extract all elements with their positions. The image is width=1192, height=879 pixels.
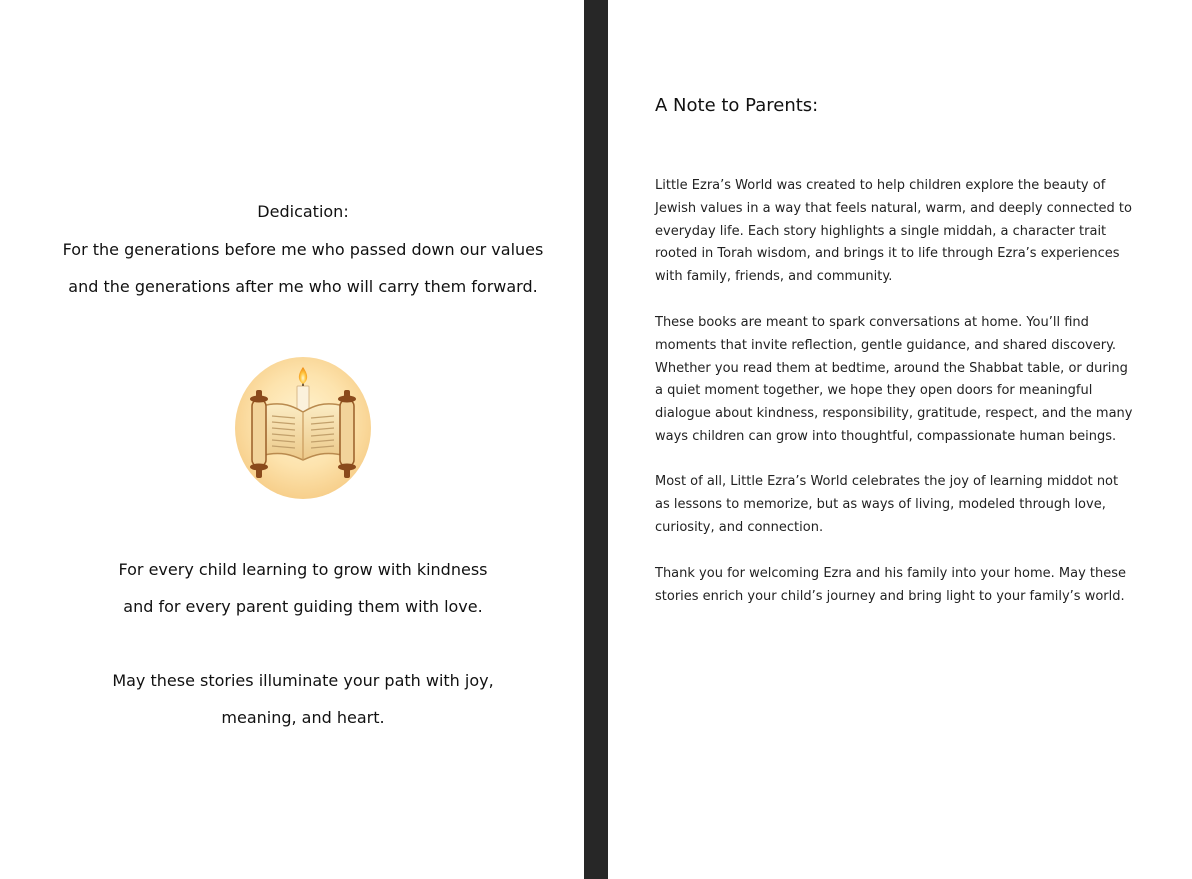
note-line: Whether you read them at bedtime, around the Shabbat table, or during [655, 360, 1128, 376]
note-line: Little Ezra’s World was created to help children explore the beauty of [655, 178, 1106, 193]
dedication-line-1: For the generations before me who passed down our values [62, 240, 544, 259]
note-line: everyday life. Each story highlights a single middah, a character trait [655, 223, 1107, 239]
torah-scroll-candle-icon [234, 356, 372, 500]
note-paragraph-3 [655, 471, 1135, 539]
note-line: stories enrich your child’s journey and bring light to your family’s world. [655, 588, 1125, 604]
note-paragraph-2 [655, 312, 1135, 449]
right-page [608, 0, 1192, 879]
page-gutter [584, 0, 608, 879]
child-line-2: and for every parent guiding them with love. [123, 597, 483, 616]
note-line: These books are meant to spark conversations at home. You’ll find [655, 315, 1089, 330]
note-line: rooted in Torah wisdom, and brings it to life through Ezra’s experiences [655, 246, 1120, 262]
note-line: as lessons to memorize, but as ways of living, modeled through love, [655, 496, 1106, 512]
note-line: curiosity, and connection. [655, 519, 824, 535]
note-line: with family, friends, and community. [655, 269, 893, 285]
note-line: a quiet moment together, we hope they open doors for meaningful [655, 383, 1093, 399]
dedication-line-2: and the generations after me who will carry them forward. [68, 277, 538, 296]
child-line-1: For every child learning to grow with kindness [118, 560, 488, 579]
note-paragraph-4 [655, 563, 1135, 609]
note-line: dialogue about kindness, responsibility, gratitude, respect, and the many [655, 406, 1133, 422]
note-line: Thank you for welcoming Ezra and his family into your home. May these [655, 566, 1127, 581]
note-line: Jewish values in a way that feels natural, warm, and deeply connected to [655, 200, 1132, 216]
note-line: ways children can grow into thoughtful, compassionate human beings. [655, 428, 1117, 444]
note-line: moments that invite reflection, gentle guidance, and shared discovery. [655, 337, 1117, 353]
left-page [0, 0, 584, 879]
note-title: A Note to Parents: [655, 95, 819, 116]
blessing-line-2: meaning, and heart. [221, 708, 385, 727]
note-paragraph-1 [655, 175, 1135, 289]
dedication-heading: Dedication: [257, 202, 349, 221]
blessing-line-1: May these stories illuminate your path with joy, [112, 671, 494, 690]
note-line: Most of all, Little Ezra’s World celebrates the joy of learning middot not [655, 474, 1119, 489]
